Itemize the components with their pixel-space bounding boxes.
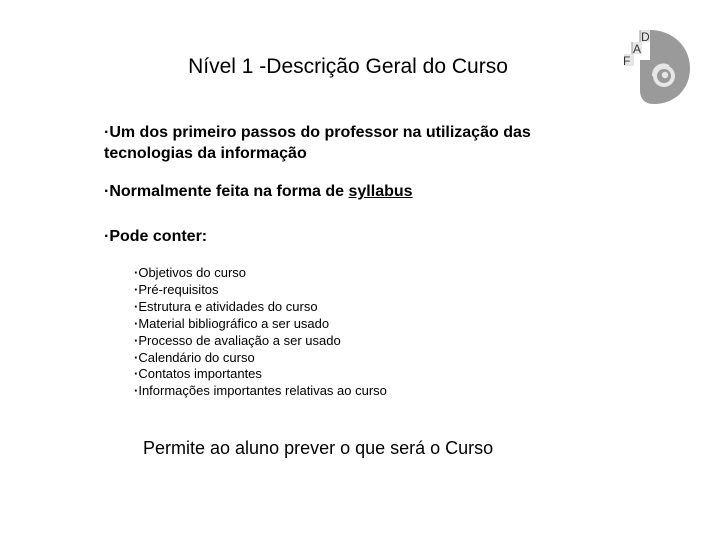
list-item [134, 350, 387, 367]
bullet-item-2 [104, 181, 413, 202]
bullet-dot: · [134, 265, 139, 280]
slide-title: Nível 1 -Descrição Geral do Curso [188, 55, 508, 78]
bullet-text-2: Normalmente feita na forma de [109, 183, 349, 200]
daf-logo-icon [614, 28, 692, 106]
bullet-dot: · [134, 315, 139, 331]
bullet-text-3: Pode conter: [109, 228, 208, 245]
conclusion-text: Permite ao aluno prever o que será o Curso [143, 438, 494, 458]
list-item-text: Estrutura e atividades do curso [138, 298, 318, 314]
bullet-dot: · [134, 349, 139, 365]
bullet-dot: · [134, 298, 139, 314]
list-item [134, 265, 387, 282]
list-item-text: Pré-requisitos [138, 281, 219, 297]
list-item-text: Informações importantes relativas ao curso [138, 383, 387, 399]
bullet-dot: · [134, 383, 139, 399]
list-item [134, 299, 387, 316]
list-item-text: Calendário do curso [138, 349, 255, 365]
bullet-dot: · [104, 228, 110, 245]
bullet-item-1 [104, 122, 624, 164]
bullet-text-1: Um dos primeiro passos do professor na utilização das tecnologias da informação [104, 124, 531, 162]
logo-letter-d: D [641, 30, 650, 44]
sub-bullet-list [134, 265, 387, 400]
list-item [134, 282, 387, 299]
bullet-item-3 [104, 226, 207, 247]
logo-letter-f: F [623, 54, 631, 68]
list-item-text: Material bibliográfico a ser usado [138, 315, 330, 331]
syllabus-term: syllabus [348, 183, 413, 200]
list-item-text: Objetivos do curso [138, 265, 247, 280]
list-item [134, 316, 387, 333]
bullet-dot: · [104, 183, 110, 200]
list-item-text: Processo de avaliação a ser usado [138, 332, 341, 348]
logo-letter-a: A [633, 42, 642, 56]
list-item [134, 383, 387, 400]
list-item-text: Contatos importantes [138, 366, 262, 382]
bullet-dot: · [134, 366, 139, 382]
bullet-dot: · [134, 281, 139, 297]
list-item [134, 366, 387, 383]
list-item [134, 333, 387, 350]
bullet-dot: · [104, 124, 110, 141]
bullet-dot: · [134, 332, 139, 348]
